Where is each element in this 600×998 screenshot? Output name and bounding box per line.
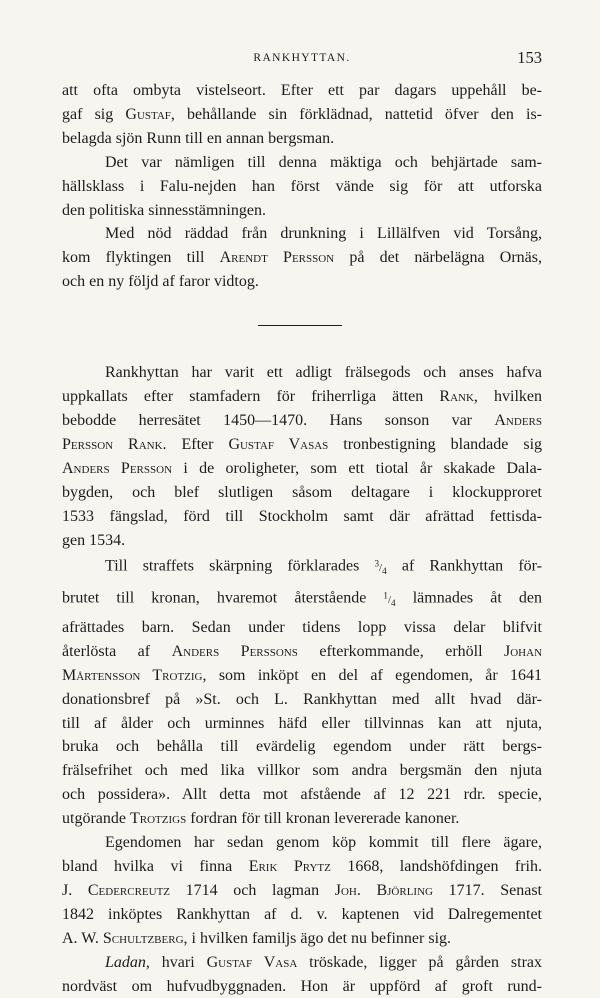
text-line: Egendomen har sedan genom köp kommit till flere ägare, [62,831,542,855]
fraction: $^3/_4$ [374,562,386,574]
text-line: återlösta af Anders Perssons efterkommande, erhöll Johan [62,640,542,664]
text-line: gaf sig Gustaf, behållande sin förklädnad, nattetid öfver den is- [62,103,542,127]
person-name: Gustaf [125,106,171,123]
person-name: Johan [504,643,542,660]
text-line: bygden, och blef slutligen såsom deltagare i klockupproret [62,481,542,505]
person-name: Persson Rank [62,436,163,453]
person-name: Rank [439,388,474,405]
text-line: afrättades barn. Sedan under tidens lopp vissa delar blifvit [62,616,542,640]
text-line: Rankhyttan har varit ett adligt frälsegods och anses hafva [62,361,542,385]
text-line: bland hvilka vi finna Erik Prytz 1668, landshöfdingen frih. [62,855,542,879]
text-line: bebodde herresätet 1450—1470. Hans sonson var Anders [62,409,542,433]
person-name: Trotzigs [130,810,186,827]
text-line: J. Cedercreutz 1714 och lagman Joh. Björling 1717. Senast [62,879,542,903]
person-name: Anders Persson [62,460,172,477]
running-title: RANKHYTTAN. [62,52,542,64]
person-name: Schultzberg [103,930,184,947]
text-line: 1533 fängslad, förd till Stockholm samt där afrättad fettisda- [62,505,542,529]
text-line: frälsefrihet och med lika villkor som andra bergsmän den njuta [62,759,542,783]
text-line: Med nöd räddad från drunkning i Lillälfven vid Torsång, [62,222,542,246]
person-name: Joh. Björling [335,882,433,899]
text-line: nordväst om hufvudbyggnaden. Hon är uppförd af groft rund- [62,975,542,998]
text-line: till af ålder och urminnes häfd eller tillvinnas kan att njuta, [62,712,542,736]
text-line: donationsbref på »St. och L. Rankhyttan med allt hvad där- [62,688,542,712]
text-line: A. W. Schultzberg, i hvilken familjs ägo det nu befinner sig. [62,927,542,951]
fraction: $^1/_4$ [383,594,395,606]
text-line: brutet till kronan, hvaremot återstående $^1/_4$ lämnades åt den [62,584,542,616]
text-line: att ofta ombyta vistelseort. Efter ett par dagars uppehåll be- [62,79,542,103]
text-line: uppkallats efter stamfadern för friherrliga ätten Rank, hvilken [62,385,542,409]
person-name: Gustaf Vasas [228,436,328,453]
text-line: bruka och behålla till evärdelig egendom under rätt bergs- [62,735,542,759]
text-line: belagda sjön Runn till en annan bergsman. [62,127,542,151]
body-text [62,79,542,998]
text-line: och en ny följd af faror vidtog. [62,270,542,294]
person-name: Gustaf Vasa [207,954,298,971]
text-line: hällsklass i Falu-nejden han först vände sig för att utforska [62,175,542,199]
person-name: Anders [494,412,542,429]
page-header [62,48,542,72]
text-line: Persson Rank. Efter Gustaf Vasas tronbestigning blandade sig [62,433,542,457]
section-divider [258,325,342,326]
person-name: Anders Perssons [172,643,298,660]
person-name: Arendt Persson [220,249,335,266]
person-name: Mårtensson Trotzig [62,667,203,684]
text-line: Anders Persson i de oroligheter, som ett tiotal år skakade Dala- [62,457,542,481]
text-line: gen 1534. [62,529,542,553]
text-line: Till straffets skärpning förklarades $^3/_4$ af Rankhyttan för- [62,552,542,584]
person-name: Cedercreutz [88,882,170,899]
text-line: 1842 inköptes Rankhyttan af d. v. kaptenen vid Dalregementet [62,903,542,927]
page-number: 153 [517,48,542,68]
text-line: Det var nämligen till denna mäktiga och behjärtade sam- [62,151,542,175]
text-line: den politiska sinnesstämningen. [62,199,542,223]
person-name: Erik Prytz [249,858,331,875]
text-line: och possidera». Allt detta mot afstående af 12 221 rdr. specie, [62,783,542,807]
text-line: Ladan, hvari Gustaf Vasa tröskade, ligger på gården strax [62,951,542,975]
text-line: kom flyktingen till Arendt Persson på det närbelägna Ornäs, [62,246,542,270]
text-line: utgörande Trotzigs fordran för till kronan levererade kanoner. [62,807,542,831]
text-line: Mårtensson Trotzig, som inköpt en del af egendomen, år 1641 [62,664,542,688]
italic-term: Ladan [105,954,146,971]
